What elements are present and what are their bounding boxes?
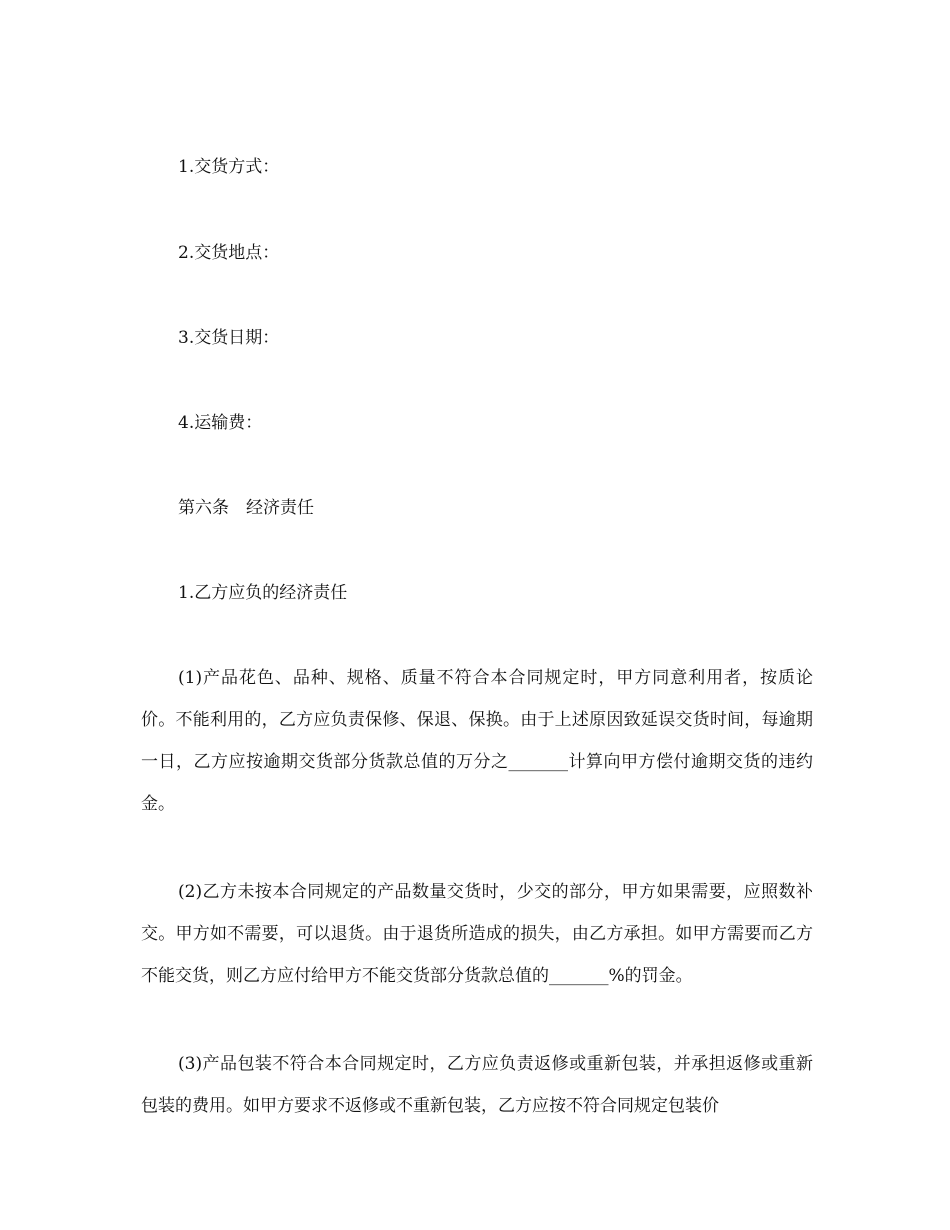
clause-paragraph: (1)产品花色、品种、规格、质量不符合本合同规定时，甲方同意利用者，按质论价。不能利用的，乙方应负责保修、保退、保换。由于上述原因致延误交货时间，每逾期一日，乙方应按逾期交货部分货款总值的万分之_______计算向甲方偿付逾期交货的违约金。 (141, 668, 813, 814)
article-sub-heading: 1.乙方应负的经济责任 (178, 583, 348, 603)
delivery-method-item: 1.交货方式： (178, 157, 280, 177)
article-heading: 第六条 经济责任 (178, 498, 314, 518)
freight-item: 4.运输费： (178, 413, 263, 433)
delivery-date-item: 3.交货日期： (178, 328, 280, 348)
delivery-location-item: 2.交货地点： (178, 243, 280, 263)
clause-paragraph: (2)乙方未按本合同规定的产品数量交货时，少交的部分，甲方如果需要，应照数补交。甲方如不需要，可以退货。由于退货所造成的损失，由乙方承担。如甲方需要而乙方不能交货，则乙方应付给甲方不能交货部分货款总值的_______%的罚金。 (141, 882, 813, 986)
clause-paragraph: (3)产品包装不符合本合同规定时，乙方应负责返修或重新包装，并承担返修或重新包装的费用。如甲方要求不返修或不重新包装，乙方应按不符合同规定包装价 (141, 1054, 813, 1116)
